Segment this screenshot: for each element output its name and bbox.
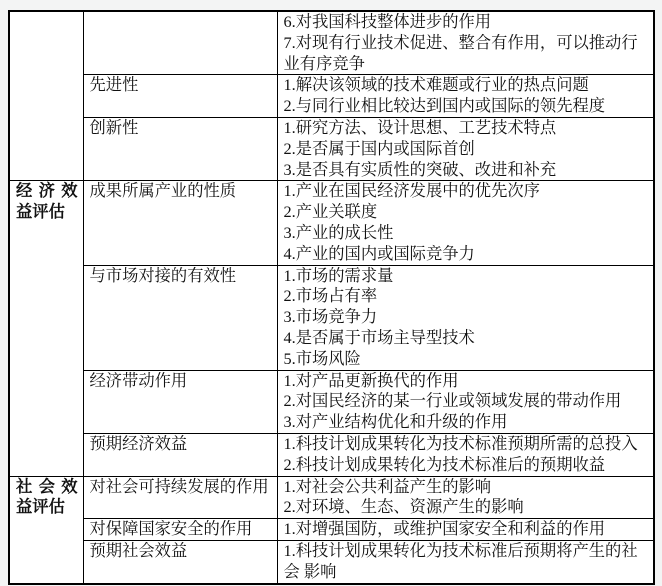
criterion-cell: 先进性 [83,75,277,118]
items-cell [277,75,654,118]
item-text: 7.对现有行业技术促进、整合有作用，可以推动行业有序竞争 [283,32,638,73]
criterion-cell: 预期社会效益 [83,540,277,583]
items-cell [277,540,654,583]
criterion-cell: 经济带动作用 [83,370,277,433]
items-cell [277,181,654,265]
item-text: 1.市场的需求量 [283,265,394,285]
table-row [9,181,654,265]
item-text: 6.对我国科技整体进步的作用 [283,12,492,31]
item-text: 5.市场风险 [283,348,361,368]
items-cell [277,117,654,180]
item-text: 3.是否具有实质性的突破、改进和补充 [283,159,557,179]
evaluation-table-body [9,11,654,584]
criterion-cell: 成果所属产业的性质 [83,181,277,265]
item-text: 2.对环境、生态、资源产生的影响 [283,497,524,517]
items-cell [277,519,654,541]
category-cell: 经济效益评估 [9,181,83,476]
items-cell [277,476,654,519]
item-text: 1.对社会公共利益产生的影响 [283,476,492,496]
table-row [9,75,654,118]
item-text: 1.科技计划成果转化为技术标准后预期将产生的社会 影响 [283,540,638,581]
table-row [9,117,654,180]
item-text: 2.市场占有率 [283,286,378,306]
table-row [9,11,654,75]
item-text: 3.对产业结构优化和升级的作用 [283,412,508,432]
items-cell [277,265,654,370]
criterion-cell: 创新性 [83,117,277,180]
item-text: 2.产业关联度 [283,202,378,222]
item-text: 2.对国民经济的某一行业或领域发展的带动作用 [283,391,622,411]
item-text: 4.是否属于市场主导型技术 [283,327,475,347]
evaluation-table [8,10,655,585]
item-text: 1.研究方法、设计思想、工艺技术特点 [283,117,557,137]
category-cell: 社会效益评估 [9,476,83,583]
items-cell [277,433,654,476]
table-row [9,476,654,519]
item-text: 1.对增强国防，或维护国家安全和利益的作用 [283,519,606,539]
item-text: 1.产业在国民经济发展中的优先次序 [283,181,540,201]
item-text: 2.与同行业相比较达到国内或国际的领先程度 [283,96,606,116]
criterion-cell: 对社会可持续发展的作用 [83,476,277,519]
category-cell [9,11,83,181]
table-row [9,370,654,433]
items-cell [277,370,654,433]
item-text: 2.是否属于国内或国际首创 [283,138,475,158]
item-text: 1.解决该领域的技术难题或行业的热点问题 [283,75,589,95]
item-text: 1.对产品更新换代的作用 [283,370,459,390]
items-cell [277,11,654,75]
table-row [9,265,654,370]
item-text: 3.市场竞争力 [283,307,378,327]
item-text: 3.产业的成长性 [283,222,394,242]
criterion-cell [83,11,277,75]
criterion-cell: 与市场对接的有效性 [83,265,277,370]
table-row [9,519,654,541]
criterion-cell: 对保障国家安全的作用 [83,519,277,541]
item-text: 1.科技计划成果转化为技术标准预期所需的总投入 [283,433,638,453]
item-text: 2.科技计划成果转化为技术标准后的预期收益 [283,454,606,474]
table-row [9,540,654,583]
table-row [9,433,654,476]
item-text: 4.产业的国内或国际竞争力 [283,243,475,263]
criterion-cell: 预期经济效益 [83,433,277,476]
